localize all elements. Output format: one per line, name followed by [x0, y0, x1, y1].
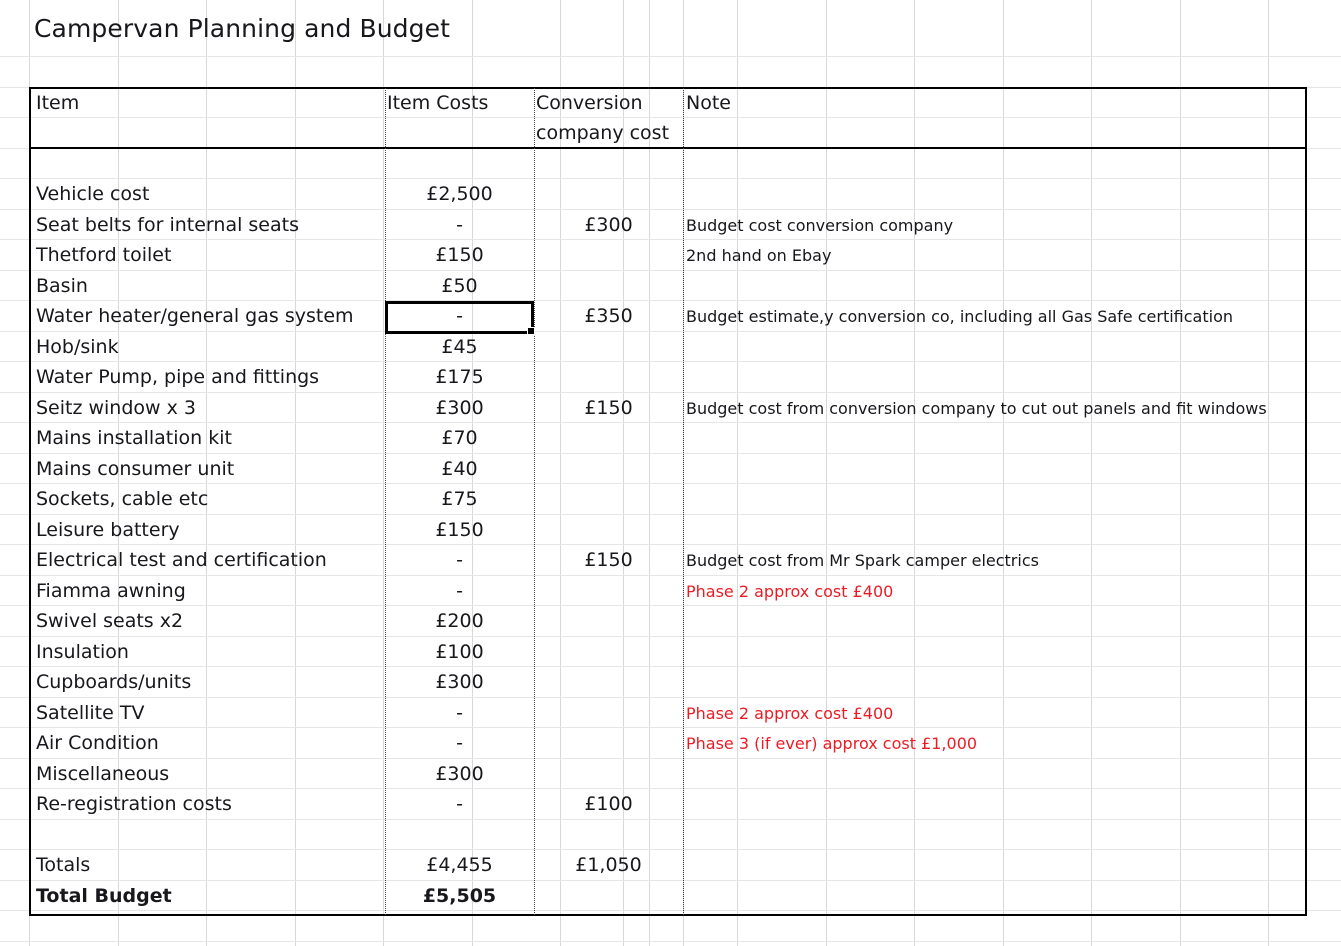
table-row-conversion-cost[interactable]: [536, 240, 681, 270]
table-row-note[interactable]: Budget cost from conversion company to cut out panels and fit windows: [686, 399, 1267, 418]
table-row-item-label[interactable]: Seitz window x 3: [36, 397, 196, 419]
table-row-item-label[interactable]: Basin: [36, 275, 88, 297]
table-row-item-label[interactable]: Seat belts for internal seats: [36, 214, 299, 236]
table-row-conversion-cost[interactable]: £350: [584, 305, 633, 327]
table-row-item-cost[interactable]: £300: [435, 671, 484, 693]
table-row-conversion-cost[interactable]: [536, 606, 681, 636]
table-row-item-cost[interactable]: £200: [435, 610, 484, 632]
table-row-item-cost[interactable]: £70: [441, 427, 478, 449]
table-row-item-label[interactable]: Mains installation kit: [36, 427, 232, 449]
table-row-item-label[interactable]: Mains consumer unit: [36, 458, 235, 480]
table-row-conversion-cost[interactable]: £150: [584, 549, 633, 571]
table-row-note[interactable]: Budget cost from Mr Spark camper electrics: [686, 551, 1039, 570]
table-row-item-cost[interactable]: £50: [441, 275, 478, 297]
table-row-note[interactable]: Budget estimate,y conversion co, including all Gas Safe certification: [686, 307, 1233, 326]
table-row-conversion-cost[interactable]: £150: [584, 397, 633, 419]
table-row-conversion-cost[interactable]: [536, 667, 681, 697]
table-row-item-label[interactable]: Hob/sink: [36, 336, 119, 358]
table-row-item-cost[interactable]: £2,500: [426, 183, 493, 205]
table-row-item-label[interactable]: Cupboards/units: [36, 671, 192, 693]
table-row-item-cost[interactable]: £75: [441, 488, 478, 510]
table-row-item-label[interactable]: Water heater/general gas system: [36, 305, 354, 327]
table-row-item-label[interactable]: Thetford toilet: [36, 244, 172, 266]
table-row-item-cost[interactable]: £45: [441, 336, 478, 358]
column-header-conversion[interactable]: Conversion: [536, 92, 643, 114]
table-row-item-label[interactable]: Electrical test and certification: [36, 549, 327, 571]
table-row-conversion-cost[interactable]: £300: [584, 214, 633, 236]
table-row-conversion-cost[interactable]: [536, 454, 681, 484]
table-row-item-cost[interactable]: £300: [435, 763, 484, 785]
totals-conversion-cost[interactable]: £1,050: [575, 854, 642, 876]
totals-label[interactable]: Totals: [36, 854, 91, 876]
table-row-item-cost[interactable]: -: [456, 702, 463, 724]
table-row-item-cost[interactable]: £100: [435, 641, 484, 663]
table-row-item-cost[interactable]: -: [456, 580, 463, 602]
table-row-item-cost[interactable]: -: [456, 793, 463, 815]
total-budget-label[interactable]: Total Budget: [36, 885, 172, 907]
column-header-item[interactable]: Item: [36, 92, 80, 114]
column-header-conversion-line2[interactable]: company cost: [536, 122, 670, 144]
table-row-conversion-cost[interactable]: [536, 271, 681, 301]
table-row-item-label[interactable]: Swivel seats x2: [36, 610, 184, 632]
table-row-item-label[interactable]: Miscellaneous: [36, 763, 170, 785]
table-row-item-label[interactable]: Re-registration costs: [36, 793, 232, 815]
table-row-conversion-cost[interactable]: [536, 698, 681, 728]
column-header-item-costs[interactable]: Item Costs: [387, 92, 489, 114]
total-budget-value[interactable]: £5,505: [422, 885, 497, 907]
table-row-item-label[interactable]: Sockets, cable etc: [36, 488, 209, 510]
table-row-item-label[interactable]: Insulation: [36, 641, 129, 663]
table-row-item-label[interactable]: Satellite TV: [36, 702, 145, 724]
table-row-note[interactable]: Budget cost conversion company: [686, 216, 954, 235]
selected-cell-highlight[interactable]: [385, 301, 534, 334]
table-row-item-cost[interactable]: £175: [435, 366, 484, 388]
table-row-note[interactable]: 2nd hand on Ebay: [686, 246, 832, 265]
table-row-conversion-cost[interactable]: [536, 423, 681, 453]
table-row-item-cost[interactable]: -: [456, 214, 463, 236]
table-row-note[interactable]: Phase 2 approx cost £400: [686, 582, 894, 601]
table-row-item-cost[interactable]: £40: [441, 458, 478, 480]
table-row-conversion-cost[interactable]: [536, 362, 681, 392]
table-row-item-cost[interactable]: £300: [435, 397, 484, 419]
table-row-item-label[interactable]: Leisure battery: [36, 519, 180, 541]
table-row-note[interactable]: Phase 2 approx cost £400: [686, 704, 894, 723]
fill-handle[interactable]: [527, 327, 535, 335]
table-row-note[interactable]: Phase 3 (if ever) approx cost £1,000: [686, 734, 978, 753]
table-row-item-label[interactable]: Air Condition: [36, 732, 159, 754]
table-row-conversion-cost[interactable]: [536, 179, 681, 209]
column-header-note[interactable]: Note: [686, 92, 731, 114]
table-row-conversion-cost[interactable]: [536, 484, 681, 514]
table-row-item-cost[interactable]: -: [456, 549, 463, 571]
table-row-item-cost[interactable]: -: [456, 732, 463, 754]
totals-item-cost[interactable]: £4,455: [426, 854, 493, 876]
table-row-item-label[interactable]: Fiamma awning: [36, 580, 186, 602]
table-row-conversion-cost[interactable]: [536, 759, 681, 789]
page-title: Campervan Planning and Budget: [34, 14, 450, 43]
table-row-conversion-cost[interactable]: [536, 728, 681, 758]
table-row-conversion-cost[interactable]: £100: [584, 793, 633, 815]
table-row-item-cost[interactable]: £150: [435, 519, 484, 541]
table-row-item-label[interactable]: Water Pump, pipe and fittings: [36, 366, 320, 388]
table-row-conversion-cost[interactable]: [536, 332, 681, 362]
table-row-item-label[interactable]: Vehicle cost: [36, 183, 150, 205]
table-row-conversion-cost[interactable]: [536, 637, 681, 667]
table-row-item-cost[interactable]: -: [456, 305, 463, 327]
table-row-conversion-cost[interactable]: [536, 576, 681, 606]
table-row-item-cost[interactable]: £150: [435, 244, 484, 266]
table-row-conversion-cost[interactable]: [536, 515, 681, 545]
